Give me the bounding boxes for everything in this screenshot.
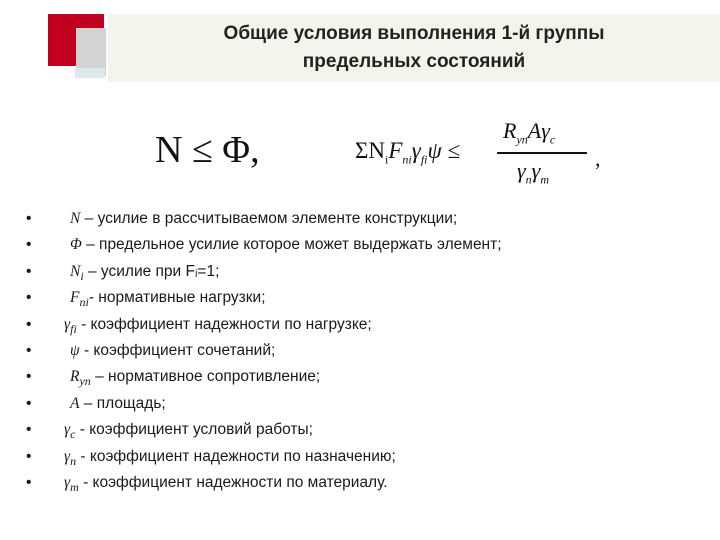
num-a-gamma: Aγ [527,118,550,143]
bullet: • [26,289,32,307]
definition-text: - коэффициент надежности по назначению; [76,447,396,465]
psi-le-symbol: ψ ≤ [427,138,461,163]
accent-small-square [75,68,105,78]
sum-n-symbol: ΣN [355,138,385,163]
definition-text: – предельное усилие которое может выдержать элемент; [81,236,502,254]
symbol: γ [64,421,71,439]
symbol-sub: c [70,427,76,442]
bullet: • [26,447,32,465]
symbol-sub: fi [70,321,77,336]
definition-text: – нормативное сопротивление; [90,368,321,386]
gamma-symbol: γ [411,138,421,163]
den-gamma-m-sub: m [540,172,550,187]
definition-text: – усилие в рассчитываемом элементе конструкции; [80,210,458,227]
list-item [26,259,666,285]
symbol: γ [64,473,71,491]
definition-text: - нормативные нагрузки; [88,289,266,307]
title-line-2: предельных состояний [302,51,526,72]
f-sub: ni [402,152,412,167]
bullet: • [26,394,32,412]
formula-lhs [355,138,460,168]
definition-text: - коэффициент надежности по материалу. [78,473,388,491]
gamma-sub: fi [420,152,428,167]
bullet: • [26,368,32,386]
num-r-sub: yn [516,132,528,147]
list-item [26,206,666,232]
symbol: ψ [70,341,80,359]
bullet: • [26,210,32,227]
den-gamma-n: γ [517,158,526,183]
sum-n-sub: i [385,152,389,167]
definitions-list [26,206,666,496]
definition-text: – усилие при Fᵢ=1; [83,262,220,280]
list-item [26,338,666,364]
list-item [26,312,666,338]
symbol: R [70,368,80,386]
num-a-sub: c [549,132,556,147]
definition-text: - коэффициент надежности по нагрузке; [76,315,372,333]
title-line-1: Общие условия выполнения 1-й группы [223,23,605,44]
formula-sum-condition [355,118,605,196]
bullet: • [26,236,32,254]
symbol-sub: i [80,268,84,283]
bullet: • [26,421,32,439]
symbol-sub: yn [79,374,91,389]
symbol: N [70,210,81,227]
definition-text: - коэффициент сочетаний; [79,341,276,359]
list-item [26,470,666,496]
list-item [26,285,666,311]
num-r: R [503,118,517,143]
formula-n-le-phi: N ≤ Φ, [155,129,260,171]
symbol-sub: n [70,453,77,468]
formula-denominator [517,158,549,187]
bullet: • [26,262,32,280]
symbol: Φ [70,236,82,254]
list-item [26,444,666,470]
definition-text: - коэффициент условий работы; [75,421,313,439]
slide-title [108,20,720,76]
symbol-sub: m [70,480,79,494]
bullet: • [26,473,32,491]
f-symbol: F [388,138,403,163]
list-item [26,417,666,443]
symbol: γ [64,447,71,465]
symbol: γ [64,315,71,333]
symbol: F [70,289,80,307]
formula-comma: , [595,146,601,171]
definition-text: – площадь; [79,394,166,412]
formula-numerator [503,118,555,147]
list-item [26,364,666,390]
den-gamma-m: γ [531,158,541,183]
bullet: • [26,341,32,359]
symbol: N [70,262,81,280]
symbol-sub: ni [79,295,89,310]
fraction-bar [497,152,587,154]
bullet: • [26,315,32,333]
list-item [26,391,666,417]
symbol: A [70,394,80,412]
den-gamma-n-sub: n [525,172,532,187]
list-item [26,232,666,258]
